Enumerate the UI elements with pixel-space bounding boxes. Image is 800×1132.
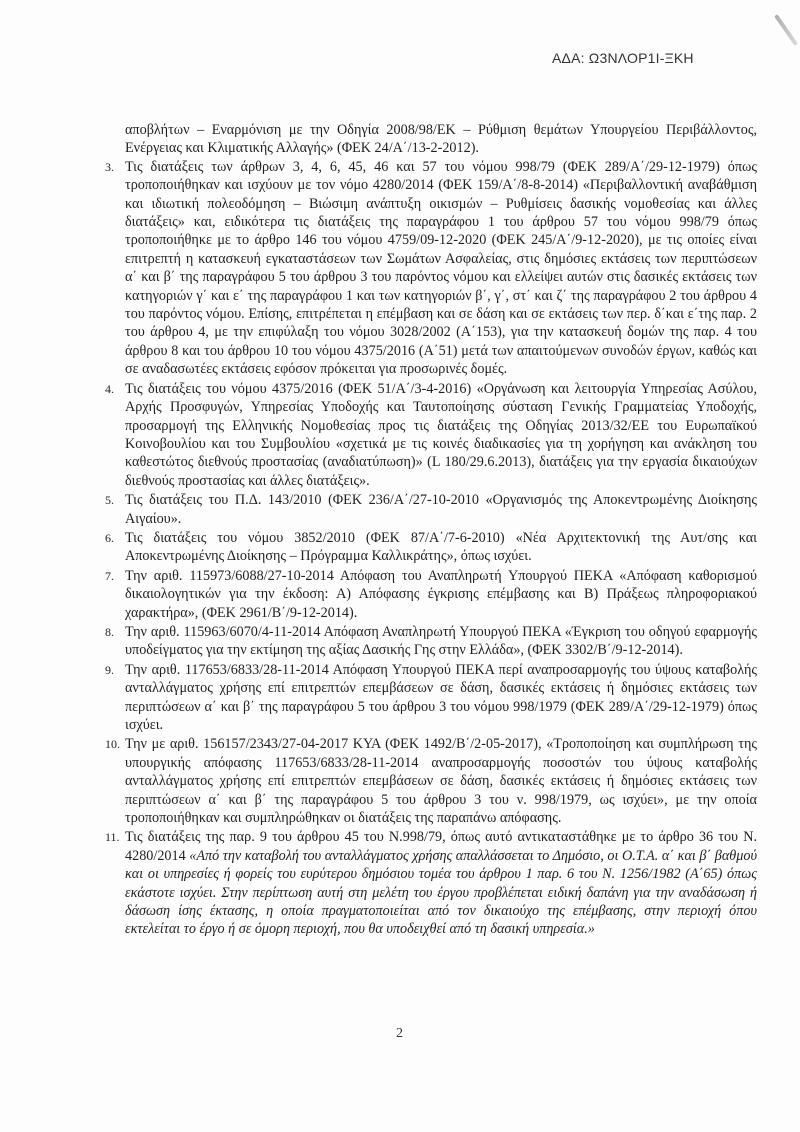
document-body: [105, 121, 757, 940]
item-text: Τις διατάξεις της παρ. 9 του άρθρου 45 του Ν.998/79, όπως αυτό αντικαταστάθηκε με το άρθρο 36 του Ν. 4280/2014: [125, 829, 757, 864]
list-item: [105, 735, 757, 827]
list-item: [105, 158, 757, 379]
item-number: 6.: [105, 530, 114, 545]
list-item: [105, 623, 757, 660]
item-number: 8.: [105, 624, 114, 639]
item-number: 10.: [105, 737, 120, 752]
continuation-paragraph: αποβλήτων – Εναρμόνιση με την Οδηγία 2008/98/ΕΚ – Ρύθμιση θεμάτων Υπουργείου Περιβάλλοντος, Ενέργειας και Κλιματικής Αλλαγής» (ΦΕΚ 24/Α΄/13-2-2012).: [125, 122, 757, 157]
list-item: [105, 661, 757, 735]
list-item: [105, 529, 757, 566]
page-number: 2: [396, 1026, 403, 1041]
provisions-list: [105, 158, 757, 939]
list-item: [105, 380, 757, 490]
item-text: Την με αριθ. 156157/2343/27-04-2017 ΚΥΑ (ΦΕΚ 1492/Β΄/2-05-2017), «Τροποποίηση και συμπλήρωση της υπουργικής απόφασης 117653/6833/28-11-2014 αναπροσαρμογής ποσοστών του ύψους καταβολής ανταλλάγματος χρήσης επί επιτρεπτών επεμβάσεων σε δάση, δασικές εκτάσεις ή δημόσιες εκτάσεις των περιπτώσεων α΄ και β΄ της παραγράφου 5 του άρθρου 3 του ν. 998/1979, ως ισχύει», με την οποία τροποποιήθηκαν και συμπληρώθηκαν οι διατάξεις της παραπάνω απόφασης.: [125, 736, 757, 827]
scan-mark: [774, 14, 798, 46]
item-number: 11.: [105, 830, 120, 845]
item-text: Την αριθ. 115963/6070/4-11-2014 Απόφαση Αναπληρωτή Υπουργού ΠΕΚΑ «Έγκριση του οδηγού εφαρμογής υποδείγματος για την εκτίμηση της αξίας Δασικής Γης στην Ελλάδα», (ΦΕΚ 3302/Β΄/9-12-2014).: [125, 623, 757, 659]
item-text: Την αριθ. 117653/6833/28-11-2014 Απόφαση Υπουργού ΠΕΚΑ περί αναπροσαρμογής του ύψους καταβολής ανταλλάγματος χρήσης επί επιτρεπτών επεμβάσεων σε δάση, δασικές εκτάσεις ή δημόσιες εκτάσεις των περιπτώσεων α΄ και β΄ της παραγράφου 5 του άρθρου 3 του νόμου 998/1979 (ΦΕΚ 289/Α΄/29-12-1979) όπως ισχύει.: [125, 661, 757, 733]
item-number: 4.: [105, 381, 114, 396]
item-number: 7.: [105, 568, 114, 583]
item-number: 3.: [105, 159, 114, 174]
item-text: Τις διατάξεις του νόμου 4375/2016 (ΦΕΚ 51/Α΄/3-4-2016) «Οργάνωση και λειτουργία Υπηρεσίας Ασύλου, Αρχής Προσφυγών, Υπηρεσίας Υποδοχής και Ταυτοποίησης σύσταση Γενικής Γραμματείας Υποδοχής, προσαρμογή της Ελληνικής Νομοθεσίας προς τις διατάξεις της Οδηγίας 2013/32/ΕΕ του Ευρωπαϊκού Κοινοβουλίου και του Συμβουλίου «σχετικά με τις κοινές διαδικασίες για τη χορήγηση και ανάκληση του καθεστώτος διεθνούς προστασίας (αναδιατύπωση)» (L 180/29.6.2013), διατάξεις για την εργασία δικαιούχων διεθνούς προστασίας και άλλες διατάξεις».: [125, 380, 757, 489]
item-number: 9.: [105, 662, 114, 677]
item-number: 5.: [105, 493, 114, 508]
item-text: Την αριθ. 115973/6088/27-10-2014 Απόφαση του Αναπληρωτή Υπουργού ΠΕΚΑ «Απόφαση καθορισμού δικαιολογητικών για την έκδοση: Α) Απόφασης έγκρισης επέμβασης και Β) Πράξεως πληροφοριακού χαρακτήρα», (ΦΕΚ 2961/Β΄/9-12-2014).: [125, 567, 757, 621]
item-quote-italic: «Από την καταβολή του ανταλλάγματος χρήσης απαλλάσσεται το Δημόσιο, οι Ο.Τ.Α. α΄ και β΄ βαθμού και οι υπηρεσίες ή φορείς του ευρύτερου δημόσιου τομέα του άρθρου 1 παρ. 6 του Ν. 1256/1982 (Α΄65) όπως εκάστοτε ισχύει. Στην περίπτωση αυτή στη μελέτη του έργου προβλέπεται ειδική δαπάνη για την αναδάσωση ή δάσωση ίσης έκτασης, η οποία πραγματοποιείται από τον δικαιούχο της επέμβασης, στην περιοχή όπου εκτελείται το έργο ή σε όμορη περιοχή, που θα υποδειχθεί από τη δασική υπηρεσία.»: [125, 847, 757, 938]
item-text: Τις διατάξεις των άρθρων 3, 4, 6, 45, 46 και 57 του νόμου 998/79 (ΦΕΚ 289/Α΄/29-12-1979) όπως τροποποιήθηκαν και ισχύουν με τον νόμο 4280/2014 (ΦΕΚ 159/Α΄/8-8-2014) «Περιβαλλοντική αναβάθμιση και ιδιωτική πολεοδόμηση – Βιώσιμη ανάπτυξη οικισμών – Ρυθμίσεις δασικής νομοθεσίας και άλλες διατάξεις» και, ειδικότερα τις διατάξεις της παραγράφου 1 του άρθρου 57 του νόμου 998/79 όπως τροποποιήθηκε με το άρθρο 146 του νόμου 4759/09-12-2020 (ΦΕΚ 245/Α΄/9-12-2020), με τις οποίες είναι επιτρεπτή η κατασκευή εγκαταστάσεων των Σωμάτων Ασφαλείας, στις δημόσιες εκτάσεις των περιπτώσεων α΄ και β΄ της παραγράφου 5 του άρθρου 3 του παρόντος νόμου και ελλείψει αυτών στις δασικές εκτάσεις των κατηγοριών γ΄ και ε΄ της παραγράφου 1 και των κατηγοριών β΄, γ΄, στ΄ και ζ΄ της παραγράφου 2 του άρθρου 4 του παρόντος νόμου. Επίσης, επιτρέπεται η επέμβαση και σε δάση και σε εκτάσεις των περ. δ΄και ε΄της παρ. 2 του άρθρου 4, με την επιφύλαξη του νόμου 3028/2002 (Α΄153), για την κατασκευή δομών της παρ. 4 του άρθρου 8 και του άρθρου 10 του νόμου 4375/2016 (Α΄51) μετά των απαιτούμενων συνοδών έργων, καθώς και σε αναδασωτέες εκτάσεις εφόσον πρόκειται για προσωρινές δομές.: [125, 158, 757, 378]
ada-code: ΑΔΑ: Ω3ΝΛΟΡ1Ι-ΞΚΗ: [552, 50, 694, 66]
list-item: [105, 491, 757, 528]
item-text: Τις διατάξεις του Π.Δ. 143/2010 (ΦΕΚ 236/Α΄/27-10-2010 «Οργανισμός της Αποκεντρωμένης Διοίκησης Αιγαίου».: [125, 492, 757, 527]
list-item: [105, 567, 757, 622]
list-item: [105, 828, 757, 938]
item-text: Τις διατάξεις του νόμου 3852/2010 (ΦΕΚ 87/Α΄/7-6-2010) «Νέα Αρχιτεκτονική της Αυτ/σης και Αποκεντρωμένης Διοίκησης – Πρόγραμμα Καλλικράτης», όπως ισχύει.: [125, 529, 757, 565]
